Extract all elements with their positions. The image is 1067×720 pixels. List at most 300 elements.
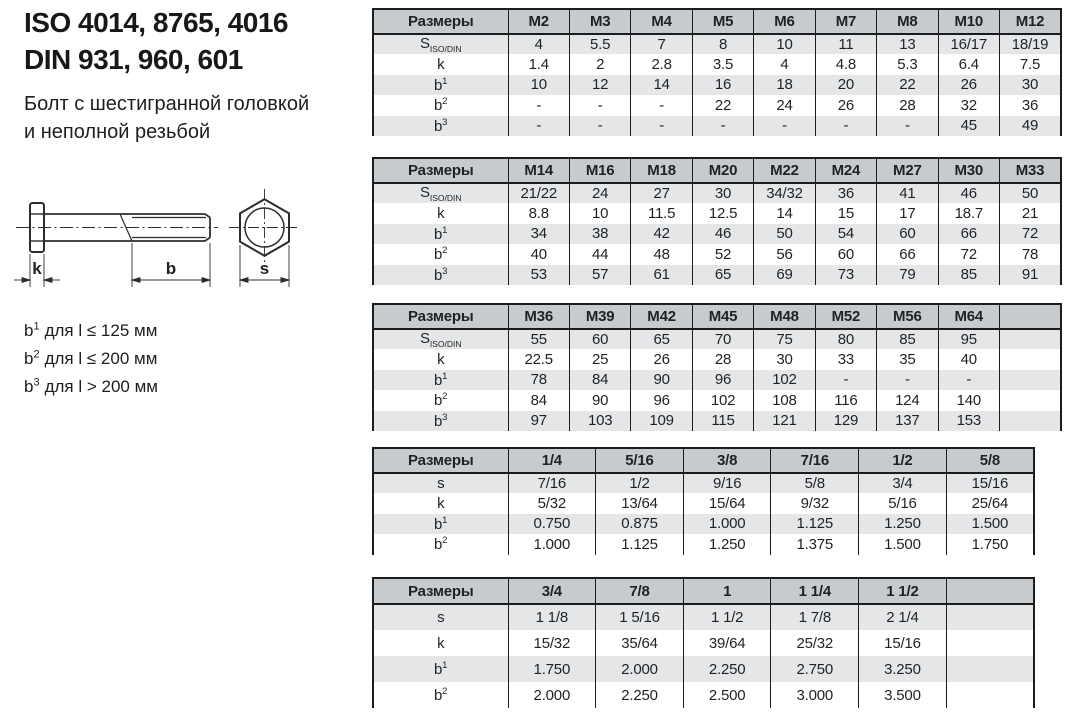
table-cell: 1.250 xyxy=(683,534,771,554)
k-arrow-left xyxy=(22,278,30,283)
table-cell: 84 xyxy=(569,370,630,390)
table-cell: 44 xyxy=(569,244,630,264)
row-label: k xyxy=(373,630,508,656)
footnote-b1-sup: 1 xyxy=(33,320,40,333)
table-cell: 11.5 xyxy=(631,203,692,223)
table-cell: 79 xyxy=(877,265,938,285)
table-cell: 22.5 xyxy=(508,349,569,369)
table-cell: 0.750 xyxy=(508,514,596,534)
table-cell: 24 xyxy=(754,95,815,115)
table-header-row xyxy=(373,304,1061,329)
row-label: k xyxy=(373,493,508,513)
table-cell: 7 xyxy=(631,34,692,54)
footnote-b2-base: b xyxy=(24,349,34,368)
table-row xyxy=(373,54,1061,74)
table-cell: 15/32 xyxy=(508,630,596,656)
table-header-size: 1 1/2 xyxy=(859,578,947,604)
table-cell: 56 xyxy=(754,244,815,264)
table-cell: 33 xyxy=(815,349,876,369)
row-label: $b^3$ xyxy=(373,411,508,431)
table-header-size: 1/2 xyxy=(859,448,947,473)
table-header-size: M18 xyxy=(631,158,692,183)
table-cell: 46 xyxy=(692,224,753,244)
footnote-b3 xyxy=(24,373,158,401)
table-header-size: M45 xyxy=(692,304,753,329)
table-cell: 73 xyxy=(815,265,876,285)
table-cell: - xyxy=(508,116,569,136)
table-cell: 2.8 xyxy=(631,54,692,74)
row-label: k xyxy=(373,203,508,223)
table-header-size: M16 xyxy=(569,158,630,183)
table-header-size: M22 xyxy=(754,158,815,183)
table-header-size: M24 xyxy=(815,158,876,183)
table-header-sizes-label: Размеры xyxy=(373,304,508,329)
table-cell: - xyxy=(508,95,569,115)
table-cell: 1.125 xyxy=(596,534,684,554)
table-cell: 65 xyxy=(692,265,753,285)
table-cell: 1.125 xyxy=(771,514,859,534)
table-inch-threequarter-to-oneandhalf xyxy=(372,577,1035,708)
table-cell: 4 xyxy=(754,54,815,74)
table-cell: 36 xyxy=(1000,95,1062,115)
table-header-size: 1 1/4 xyxy=(771,578,859,604)
table-cell: 36 xyxy=(815,183,876,203)
table-cell xyxy=(946,682,1034,708)
table-cell: 65 xyxy=(631,329,692,349)
table-cell: 11 xyxy=(815,34,876,54)
table-cell: 3.5 xyxy=(692,54,753,74)
table-cell: 78 xyxy=(1000,244,1062,264)
table-cell: 50 xyxy=(1000,183,1062,203)
table-cell: 30 xyxy=(692,183,753,203)
table-inch-quarter-to-fiveeighths xyxy=(372,447,1035,555)
table-cell xyxy=(1000,390,1062,410)
table-cell: 1 1/8 xyxy=(508,604,596,630)
table-cell: 24 xyxy=(569,183,630,203)
table-header-size: M10 xyxy=(938,9,999,34)
dimension-table xyxy=(372,577,1035,708)
table-cell: - xyxy=(815,370,876,390)
table-cell xyxy=(946,656,1034,682)
table-cell: 66 xyxy=(877,244,938,264)
table-row xyxy=(373,370,1061,390)
footnote-b1-text: для l ≤ 125 мм xyxy=(44,321,158,340)
table-cell: 20 xyxy=(815,75,876,95)
table-cell xyxy=(1000,370,1062,390)
footnote-b3-sup: 3 xyxy=(33,376,40,389)
table-cell: 69 xyxy=(754,265,815,285)
footnote-b3-base: b xyxy=(24,377,34,396)
table-cell: 32 xyxy=(938,95,999,115)
table-header-size: M52 xyxy=(815,304,876,329)
table-cell: 53 xyxy=(508,265,569,285)
table-cell: 91 xyxy=(1000,265,1062,285)
dimension-table xyxy=(372,157,1062,285)
table-cell: 72 xyxy=(938,244,999,264)
table-cell: - xyxy=(631,95,692,115)
table-row xyxy=(373,183,1061,203)
table-cell: 2.250 xyxy=(683,656,771,682)
footnotes xyxy=(24,317,158,401)
table-header-size: M12 xyxy=(1000,9,1062,34)
table-header-row xyxy=(373,578,1034,604)
table-cell: 22 xyxy=(692,95,753,115)
table-cell: 52 xyxy=(692,244,753,264)
row-label: $b^1$ xyxy=(373,370,508,390)
row-label: $b^2$ xyxy=(373,244,508,264)
table-cell: 34 xyxy=(508,224,569,244)
table-cell: - xyxy=(569,116,630,136)
table-cell: 60 xyxy=(815,244,876,264)
s-dimension-label: s xyxy=(259,259,270,278)
table-header-row xyxy=(373,9,1061,34)
table-cell: 90 xyxy=(631,370,692,390)
table-cell: 1.750 xyxy=(508,656,596,682)
table-cell: 13 xyxy=(877,34,938,54)
table-cell: 1.500 xyxy=(946,514,1034,534)
table-cell: 25/32 xyxy=(771,630,859,656)
table-cell: 1 1/2 xyxy=(683,604,771,630)
footnote-b1-base: b xyxy=(24,321,34,340)
bolt-side-view xyxy=(16,203,218,252)
table-cell: 10 xyxy=(508,75,569,95)
table-cell: 10 xyxy=(569,203,630,223)
table-header-size: M6 xyxy=(754,9,815,34)
table-header-size: 1 xyxy=(683,578,771,604)
row-label: $S_{ISO/DIN}$ xyxy=(373,183,508,203)
table-cell: 75 xyxy=(754,329,815,349)
table-cell: 1/2 xyxy=(596,473,684,493)
table-row xyxy=(373,604,1034,630)
table-cell: 2.250 xyxy=(596,682,684,708)
table-cell: 2.000 xyxy=(596,656,684,682)
table-cell: 3/4 xyxy=(859,473,947,493)
table-cell: 30 xyxy=(1000,75,1062,95)
table-row xyxy=(373,244,1061,264)
table-cell: 46 xyxy=(938,183,999,203)
table-cell: 22 xyxy=(877,75,938,95)
table-header-size xyxy=(1000,304,1062,329)
dimension-table xyxy=(372,447,1035,555)
table-cell: - xyxy=(877,370,938,390)
table-header-size: M30 xyxy=(938,158,999,183)
table-header-size: 1/4 xyxy=(508,448,596,473)
table-cell: 1 5/16 xyxy=(596,604,684,630)
s-arrow-right xyxy=(281,278,289,283)
bolt-technical-drawing xyxy=(2,183,336,315)
table-row xyxy=(373,203,1061,223)
row-label: $b^1$ xyxy=(373,224,508,244)
table-header-size: M5 xyxy=(692,9,753,34)
table-cell: 21 xyxy=(1000,203,1062,223)
table-cell: 26 xyxy=(815,95,876,115)
table-cell: 7/16 xyxy=(508,473,596,493)
table-cell: 96 xyxy=(631,390,692,410)
row-label: k xyxy=(373,54,508,74)
table-cell: 140 xyxy=(938,390,999,410)
table-header-size: 3/4 xyxy=(508,578,596,604)
row-label: $b^1$ xyxy=(373,514,508,534)
table-cell: 60 xyxy=(569,329,630,349)
table-cell: - xyxy=(692,116,753,136)
table-row xyxy=(373,390,1061,410)
table-cell: 85 xyxy=(877,329,938,349)
table-cell: 153 xyxy=(938,411,999,431)
table-header-size: M39 xyxy=(569,304,630,329)
table-cell: 57 xyxy=(569,265,630,285)
table-header-row xyxy=(373,448,1034,473)
table-cell: 90 xyxy=(569,390,630,410)
table-cell: 26 xyxy=(938,75,999,95)
table-metric-m36-m64 xyxy=(372,303,1062,431)
table-cell: 21/22 xyxy=(508,183,569,203)
table-cell: 95 xyxy=(938,329,999,349)
table-row xyxy=(373,224,1061,244)
table-cell: 55 xyxy=(508,329,569,349)
table-cell: 40 xyxy=(938,349,999,369)
table-cell: 124 xyxy=(877,390,938,410)
row-label: k xyxy=(373,349,508,369)
row-label: $b^2$ xyxy=(373,534,508,554)
table-cell: 66 xyxy=(938,224,999,244)
dimension-table xyxy=(372,303,1062,431)
table-cell: 1 7/8 xyxy=(771,604,859,630)
iso-standards-line: ISO 4014, 8765, 4016 xyxy=(24,7,288,38)
table-row xyxy=(373,34,1061,54)
table-cell: 1.500 xyxy=(859,534,947,554)
table-cell: - xyxy=(754,116,815,136)
table-row xyxy=(373,514,1034,534)
footnote-b3-text: для l > 200 мм xyxy=(44,377,158,396)
table-cell: 137 xyxy=(877,411,938,431)
table-row xyxy=(373,473,1034,493)
table-cell: 30 xyxy=(754,349,815,369)
table-cell: 18.7 xyxy=(938,203,999,223)
table-cell: - xyxy=(631,116,692,136)
table-cell: 108 xyxy=(754,390,815,410)
table-cell: 28 xyxy=(692,349,753,369)
table-cell: 10 xyxy=(754,34,815,54)
table-cell: 41 xyxy=(877,183,938,203)
dimension-table xyxy=(372,8,1062,136)
table-cell: 2 1/4 xyxy=(859,604,947,630)
table-cell: 4.8 xyxy=(815,54,876,74)
table-cell: 13/64 xyxy=(596,493,684,513)
table-cell: 3.000 xyxy=(771,682,859,708)
table-cell: 4 xyxy=(508,34,569,54)
table-cell: 5/32 xyxy=(508,493,596,513)
table-cell: - xyxy=(938,370,999,390)
table-cell: 129 xyxy=(815,411,876,431)
b-dimension-label: b xyxy=(165,259,177,278)
table-row xyxy=(373,95,1061,115)
table-header-size: 7/16 xyxy=(771,448,859,473)
table-cell: 2 xyxy=(569,54,630,74)
table-cell: 115 xyxy=(692,411,753,431)
table-cell: 42 xyxy=(631,224,692,244)
table-cell: 25/64 xyxy=(946,493,1034,513)
table-cell: 72 xyxy=(1000,224,1062,244)
table-cell: - xyxy=(877,116,938,136)
row-label: $b^3$ xyxy=(373,116,508,136)
table-cell: 102 xyxy=(692,390,753,410)
table-cell: 16/17 xyxy=(938,34,999,54)
table-cell: 50 xyxy=(754,224,815,244)
row-label: $b^2$ xyxy=(373,682,508,708)
table-cell xyxy=(1000,349,1062,369)
table-row xyxy=(373,682,1034,708)
table-cell: 48 xyxy=(631,244,692,264)
table-header-size: M7 xyxy=(815,9,876,34)
b-arrow-right xyxy=(202,278,210,283)
table-cell: 80 xyxy=(815,329,876,349)
din-standards-line: DIN 931, 960, 601 xyxy=(24,44,243,75)
table-cell: 12.5 xyxy=(692,203,753,223)
table-cell: 28 xyxy=(877,95,938,115)
row-label: $S_{ISO/DIN}$ xyxy=(373,34,508,54)
table-row xyxy=(373,493,1034,513)
row-label: s xyxy=(373,473,508,493)
table-header-size: M48 xyxy=(754,304,815,329)
table-cell: 45 xyxy=(938,116,999,136)
table-cell: 1.250 xyxy=(859,514,947,534)
table-header-size: 7/8 xyxy=(596,578,684,604)
table-cell: - xyxy=(815,116,876,136)
table-cell: 9/16 xyxy=(683,473,771,493)
table-cell: 15/16 xyxy=(946,473,1034,493)
table-cell: 9/32 xyxy=(771,493,859,513)
table-row xyxy=(373,656,1034,682)
table-metric-m14-m33 xyxy=(372,157,1062,285)
footnote-b2-sup: 2 xyxy=(33,348,40,361)
row-label: $b^2$ xyxy=(373,95,508,115)
table-cell: 1.750 xyxy=(946,534,1034,554)
table-cell: 5/8 xyxy=(771,473,859,493)
table-header-sizes-label: Размеры xyxy=(373,9,508,34)
table-cell: 17 xyxy=(877,203,938,223)
table-cell xyxy=(946,604,1034,630)
table-cell: 109 xyxy=(631,411,692,431)
table-header-size: M56 xyxy=(877,304,938,329)
table-cell: 18/19 xyxy=(1000,34,1062,54)
table-cell: 14 xyxy=(631,75,692,95)
table-cell xyxy=(1000,329,1062,349)
row-label: s xyxy=(373,604,508,630)
table-metric-m2-m12 xyxy=(372,8,1062,136)
table-header-size: M2 xyxy=(508,9,569,34)
table-cell: 5.3 xyxy=(877,54,938,74)
table-header-size: M36 xyxy=(508,304,569,329)
table-header-size: 5/8 xyxy=(946,448,1034,473)
table-cell: 38 xyxy=(569,224,630,244)
table-cell: 7.5 xyxy=(1000,54,1062,74)
table-cell: 1.000 xyxy=(508,534,596,554)
table-cell: 5/16 xyxy=(859,493,947,513)
table-header-size: M4 xyxy=(631,9,692,34)
table-row xyxy=(373,116,1061,136)
k-arrow-right xyxy=(44,278,52,283)
table-cell: 61 xyxy=(631,265,692,285)
table-header-size: 5/16 xyxy=(596,448,684,473)
table-cell: 26 xyxy=(631,349,692,369)
table-cell: - xyxy=(569,95,630,115)
table-row xyxy=(373,265,1061,285)
table-cell xyxy=(1000,411,1062,431)
product-description xyxy=(24,90,309,146)
row-label: $b^1$ xyxy=(373,656,508,682)
table-cell xyxy=(946,630,1034,656)
table-header-size: M33 xyxy=(1000,158,1062,183)
table-header-sizes-label: Размеры xyxy=(373,158,508,183)
table-cell: 35 xyxy=(877,349,938,369)
table-header-row xyxy=(373,158,1061,183)
table-cell: 25 xyxy=(569,349,630,369)
table-cell: 78 xyxy=(508,370,569,390)
k-dimension-label: k xyxy=(32,259,42,278)
table-cell: 5.5 xyxy=(569,34,630,54)
row-label: $b^2$ xyxy=(373,390,508,410)
table-cell: 15 xyxy=(815,203,876,223)
b-arrow-left xyxy=(132,278,140,283)
row-label: $b^1$ xyxy=(373,75,508,95)
table-cell: 1.000 xyxy=(683,514,771,534)
row-label: $S_{ISO/DIN}$ xyxy=(373,329,508,349)
description-line-1: Болт с шестигранной головкой xyxy=(24,93,310,115)
table-header-size: 3/8 xyxy=(683,448,771,473)
standards-title xyxy=(24,4,288,78)
table-cell: 85 xyxy=(938,265,999,285)
table-cell: 1.375 xyxy=(771,534,859,554)
table-header-size: M3 xyxy=(569,9,630,34)
table-cell: 39/64 xyxy=(683,630,771,656)
table-header-size: M27 xyxy=(877,158,938,183)
table-header-size: M42 xyxy=(631,304,692,329)
table-cell: 8.8 xyxy=(508,203,569,223)
table-cell: 16 xyxy=(692,75,753,95)
table-cell: 2.750 xyxy=(771,656,859,682)
table-cell: 97 xyxy=(508,411,569,431)
footnote-b1 xyxy=(24,317,158,345)
table-header-size: M20 xyxy=(692,158,753,183)
table-cell: 8 xyxy=(692,34,753,54)
table-cell: 15/16 xyxy=(859,630,947,656)
table-cell: 15/64 xyxy=(683,493,771,513)
table-cell: 116 xyxy=(815,390,876,410)
table-cell: 2.000 xyxy=(508,682,596,708)
table-header-sizes-label: Размеры xyxy=(373,578,508,604)
table-cell: 70 xyxy=(692,329,753,349)
table-cell: 18 xyxy=(754,75,815,95)
table-row xyxy=(373,329,1061,349)
dimension-k xyxy=(14,254,60,287)
footnote-b2 xyxy=(24,345,158,373)
table-cell: 35/64 xyxy=(596,630,684,656)
table-header-size: M64 xyxy=(938,304,999,329)
table-cell: 27 xyxy=(631,183,692,203)
table-cell: 1.4 xyxy=(508,54,569,74)
table-row xyxy=(373,411,1061,431)
table-cell: 84 xyxy=(508,390,569,410)
table-cell: 3.500 xyxy=(859,682,947,708)
table-cell: 2.500 xyxy=(683,682,771,708)
footnote-b2-text: для l ≤ 200 мм xyxy=(44,349,158,368)
table-cell: 3.250 xyxy=(859,656,947,682)
table-cell: 121 xyxy=(754,411,815,431)
table-row xyxy=(373,630,1034,656)
table-row xyxy=(373,75,1061,95)
table-cell: 14 xyxy=(754,203,815,223)
table-row xyxy=(373,349,1061,369)
